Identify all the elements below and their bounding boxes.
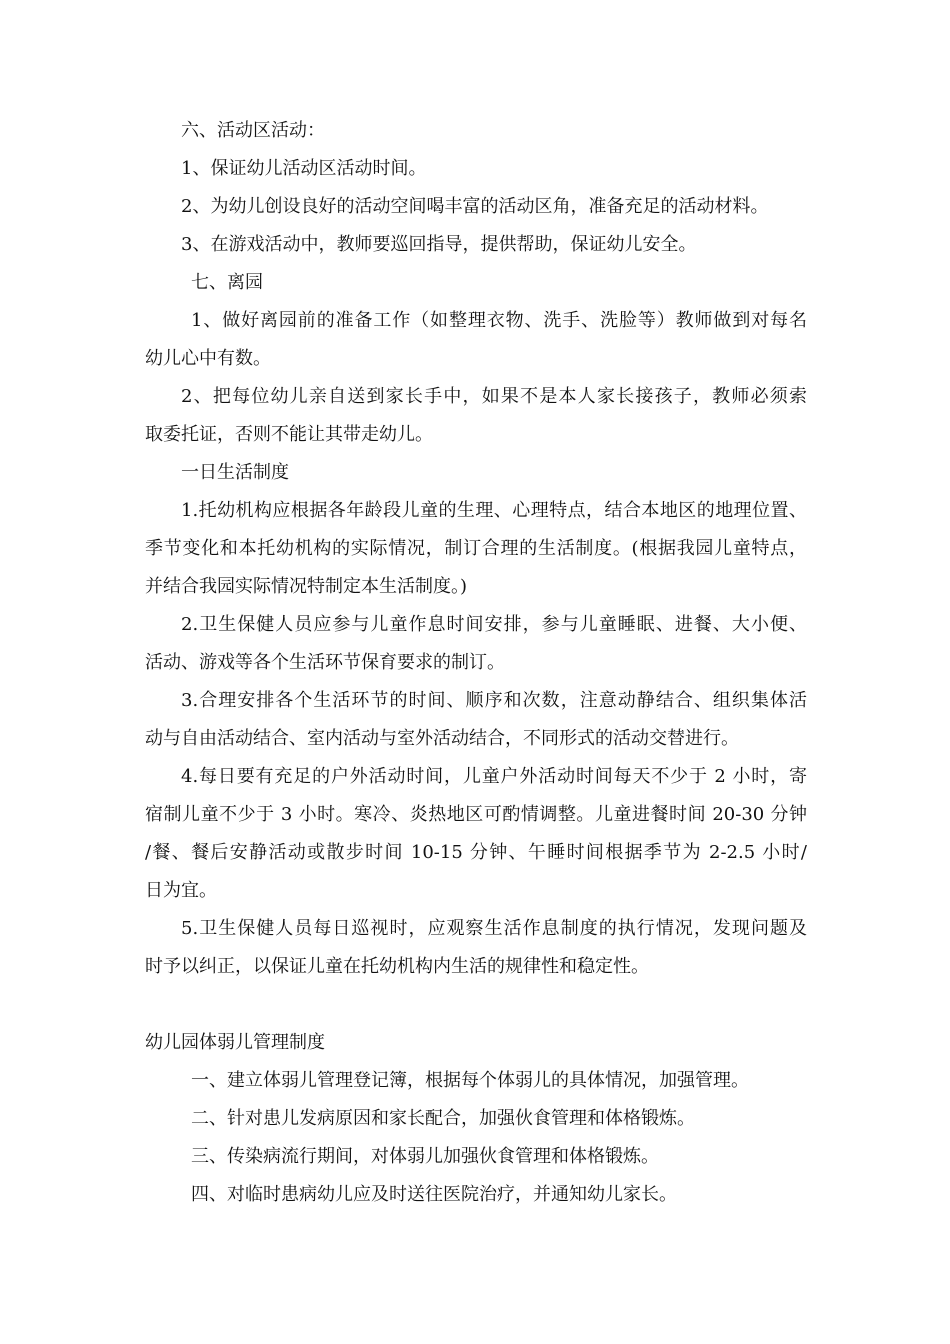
leaving-item-2-line-1: 2、把每位幼儿亲自送到家长手中，如果不是本人家长接孩子，教师必须索: [181, 386, 807, 407]
section-heading-daily-life: 一日生活制度: [181, 462, 289, 483]
weak-children-item-2: 二、针对患儿发病原因和家长配合，加强伙食管理和体格锻炼。: [191, 1108, 695, 1129]
section-heading-weak-children: 幼儿园体弱儿管理制度: [145, 1032, 325, 1053]
daily-life-item-1-line-3: 并结合我园实际情况特制定本生活制度。): [145, 576, 468, 597]
daily-life-item-4-line-4: 日为宜。: [145, 880, 217, 901]
activity-area-item-1: 1、保证幼儿活动区活动时间。: [181, 158, 427, 179]
daily-life-item-4-line-2: 宿制儿童不少于 3 小时。寒冷、炎热地区可酌情调整。儿童进餐时间 20-30 分钟: [145, 804, 807, 825]
section-heading-activity-area: 六、活动区活动：: [181, 120, 325, 141]
leaving-item-2-line-2: 取委托证，否则不能让其带走幼儿。: [145, 424, 433, 445]
daily-life-item-1-line-1: 1.托幼机构应根据各年龄段儿童的生理、心理特点，结合本地区的地理位置、: [181, 500, 807, 521]
weak-children-item-3: 三、传染病流行期间，对体弱儿加强伙食管理和体格锻炼。: [191, 1146, 659, 1167]
daily-life-item-4-line-3: /餐、餐后安静活动或散步时间 10-15 分钟、午睡时间根据季节为 2-2.5 小时/: [145, 842, 807, 863]
activity-area-item-3: 3、在游戏活动中，教师要巡回指导，提供帮助，保证幼儿安全。: [181, 234, 697, 255]
leaving-item-1-line-2: 幼儿心中有数。: [145, 348, 271, 369]
leaving-item-1-line-1: 1、做好离园前的准备工作（如整理衣物、洗手、洗脸等）教师做到对每名: [191, 310, 807, 331]
daily-life-item-2-line-1: 2.卫生保健人员应参与儿童作息时间安排，参与儿童睡眠、进餐、大小便、: [181, 614, 807, 635]
daily-life-item-2-line-2: 活动、游戏等各个生活环节保育要求的制订。: [145, 652, 505, 673]
weak-children-item-4: 四、对临时患病幼儿应及时送往医院治疗，并通知幼儿家长。: [191, 1184, 677, 1205]
daily-life-item-3-line-1: 3.合理安排各个生活环节的时间、顺序和次数，注意动静结合、组织集体活: [181, 690, 807, 711]
daily-life-item-5-line-1: 5.卫生保健人员每日巡视时，应观察生活作息制度的执行情况，发现问题及: [181, 918, 807, 939]
weak-children-item-1: 一、建立体弱儿管理登记簿，根据每个体弱儿的具体情况，加强管理。: [191, 1070, 749, 1091]
daily-life-item-3-line-2: 动与自由活动结合、室内活动与室外活动结合，不同形式的活动交替进行。: [145, 728, 739, 749]
section-heading-leaving: 七、离园: [191, 272, 263, 293]
daily-life-item-4-line-1: 4.每日要有充足的户外活动时间，儿童户外活动时间每天不少于 2 小时，寄: [181, 766, 807, 787]
daily-life-item-5-line-2: 时予以纠正，以保证儿童在托幼机构内生活的规律性和稳定性。: [145, 956, 649, 977]
daily-life-item-1-line-2: 季节变化和本托幼机构的实际情况，制订合理的生活制度。(根据我园儿童特点，: [145, 538, 807, 559]
activity-area-item-2: 2、为幼儿创设良好的活动空间喝丰富的活动区角，准备充足的活动材料。: [181, 196, 769, 217]
